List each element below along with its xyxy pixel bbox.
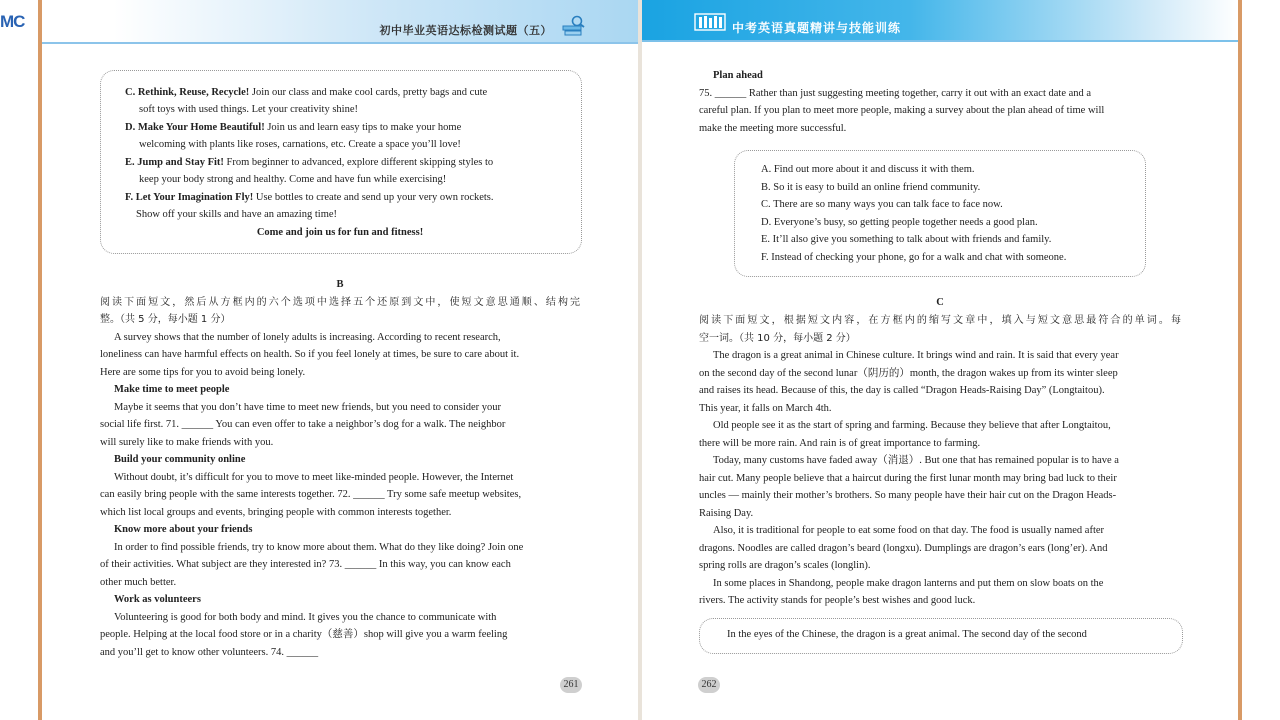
section-c-instruction: 阅读下面短文，根据短文内容，在方框内的缩写文章中，填入与短文意思最符合的单词。每 [699, 315, 1181, 326]
c-line-2: on the second day of the second lunar（阴历的）month, the dragon wakes up from its winter sleep [699, 368, 1118, 379]
left-header-title: 初中毕业英语达标检测试题（五） [379, 25, 552, 37]
c-line-11: Also, it is traditional for people to eat some food on that day. The food is usually named after [713, 525, 1105, 536]
option-a: A. Find out more about it and discuss it with them. [761, 164, 975, 175]
bookshelf-icon [694, 13, 726, 31]
c-line-6: there will be more rain. And rain is of great importance to farming. [699, 438, 981, 449]
b-line-14: of their activities. What subject are they interested in? 73. ______ In this way, you can know each [100, 559, 511, 570]
b-line-7: will surely like to make friends with you. [100, 437, 274, 448]
b-line-17: Volunteering is good for both body and mind. It gives you the chance to communicate with [114, 612, 497, 623]
c-line-15: rivers. The activity stands for people’s best wishes and good luck. [699, 595, 976, 606]
b-line-11: which list local groups and events, bringing people with common interests together. [100, 507, 452, 518]
b-line-2: loneliness can have harmful effects on health. So if you feel lonely at times, be sure to care about it. [100, 349, 520, 360]
c-line-14: In some places in Shandong, people make dragon lanterns and put them on slow boats on the [713, 578, 1104, 589]
b-line-10: can easily bring people with the same interests together. 72. ______ Try some safe meetup websites, [100, 489, 522, 500]
right-page [642, 0, 1238, 720]
options-closing: Come and join us for fun and fitness! [256, 227, 424, 238]
option-f-line2: Show off your skills and have an amazing time! [136, 209, 338, 220]
option-c-line2: soft toys with used things. Let your creativity shine! [139, 104, 359, 115]
option-d-right: D. Everyone’s busy, so getting people together needs a good plan. [761, 217, 1038, 228]
c-line-7: Today, many customs have faded away（消退）. But one that has remained popular is to have a [713, 455, 1119, 466]
book-edge-right [1238, 0, 1242, 720]
c-line-3: and raises its head. Because of this, the day is called “Dragon Heads-Raising Day” (Longtaitou). [699, 385, 1105, 396]
right-header-rule [642, 40, 1238, 42]
plan-line-2: careful plan. If you plan to meet more people, making a survey about the plan ahead of time will [699, 105, 1105, 116]
c-line-4: This year, it falls on March 4th. [699, 403, 832, 414]
option-d-line2: welcoming with plants like roses, carnations, etc. Create a space you’ll love! [139, 139, 461, 150]
c-line-12: dragons. Noodles are called dragon’s beard (longxu). Dumplings are dragon’s ears (long’er). And [699, 543, 1108, 554]
option-c: C. Rethink, Reuse, Recycle! Join our class and make cool cards, pretty bags and cute [125, 87, 488, 98]
plan-line-1: 75. ______ Rather than just suggesting meeting together, carry it out with an exact date and a [699, 88, 1092, 99]
b-heading-meet-people: Make time to meet people [114, 384, 230, 395]
option-c-right: C. There are so many ways you can talk face to face now. [761, 199, 1003, 210]
section-b-letter: B [336, 279, 344, 290]
heading-plan-ahead: Plan ahead [713, 70, 763, 81]
c-line-5: Old people see it as the start of spring and farming. Because they believe that after Longtaitou, [713, 420, 1111, 431]
c-line-9: uncles — mainly their mother’s brothers. So many people have their hair cut on the Dragon Heads- [699, 490, 1117, 501]
b-heading-friends: Know more about your friends [114, 524, 253, 535]
b-line-3: Here are some tips for you to avoid being lonely. [100, 367, 306, 378]
left-header-rule [42, 42, 638, 44]
summary-line-1: In the eyes of the Chinese, the dragon is a great animal. The second day of the second [727, 629, 1087, 640]
b-line-19: and you’ll get to know other volunteers. 74. ______ [100, 647, 319, 658]
b-heading-volunteers: Work as volunteers [114, 594, 201, 605]
b-line-5: Maybe it seems that you don’t have time to meet new friends, but you need to consider your [114, 402, 502, 413]
b-line-15: other much better. [100, 577, 177, 588]
option-d: D. Make Your Home Beautiful! Join us and learn easy tips to make your home [125, 122, 462, 133]
b-line-13: In order to find possible friends, try to know more about them. What do they like doing? Join one [114, 542, 524, 553]
left-page [42, 0, 638, 720]
option-f-right: F. Instead of checking your phone, go for a walk and chat with someone. [761, 252, 1067, 263]
c-line-13: spring rolls are dragon’s scales (longlin). [699, 560, 871, 571]
option-e-line2: keep your body strong and healthy. Come and have fun while exercising! [139, 174, 447, 185]
section-b-instruction-2: 整。（共 5 分，每小题 1 分） [100, 314, 231, 325]
publisher-logo: MC [0, 12, 25, 31]
option-e: E. Jump and Stay Fit! From beginner to advanced, explore different skipping styles to [125, 157, 494, 168]
option-f: F. Let Your Imagination Fly! Use bottles to create and send up your very own rockets. [125, 192, 494, 203]
c-line-8: hair cut. Many people believe that a haircut during the first lunar month may bring bad luck to their [699, 473, 1117, 484]
b-heading-community: Build your community online [114, 454, 246, 465]
section-b-instruction: 阅读下面短文，然后从方框内的六个选项中选择五个还原到文中，使短文意思通顺、结构完 [100, 297, 580, 308]
page-number-left: 261 [560, 677, 582, 693]
plan-line-3: make the meeting more successful. [699, 123, 847, 134]
page-number-right: 262 [698, 677, 720, 693]
option-e-right: E. It’ll also give you something to talk about with friends and family. [761, 234, 1052, 245]
c-line-10: Raising Day. [699, 508, 754, 519]
c-line-1: The dragon is a great animal in Chinese culture. It brings wind and rain. It is said that every year [713, 350, 1119, 361]
section-c-instruction-2: 空一词。（共 10 分，每小题 2 分） [699, 333, 856, 344]
section-c-letter: C [936, 297, 944, 308]
b-line-6: social life first. 71. ______ You can even offer to take a neighbor’s dog for a walk. The neighbor [100, 419, 506, 430]
right-header-title: 中考英语真题精讲与技能训练 [732, 21, 902, 35]
books-icon [560, 14, 586, 38]
b-line-9: Without doubt, it’s difficult for you to move to meet like-minded people. However, the Internet [114, 472, 514, 483]
b-line-18: people. Helping at the local food store or in a charity（慈善）shop will give you a warm feeling [100, 629, 508, 640]
option-b: B. So it is easy to build an online friend community. [761, 182, 981, 193]
b-line-1: A survey shows that the number of lonely adults is increasing. According to recent research, [114, 332, 501, 343]
